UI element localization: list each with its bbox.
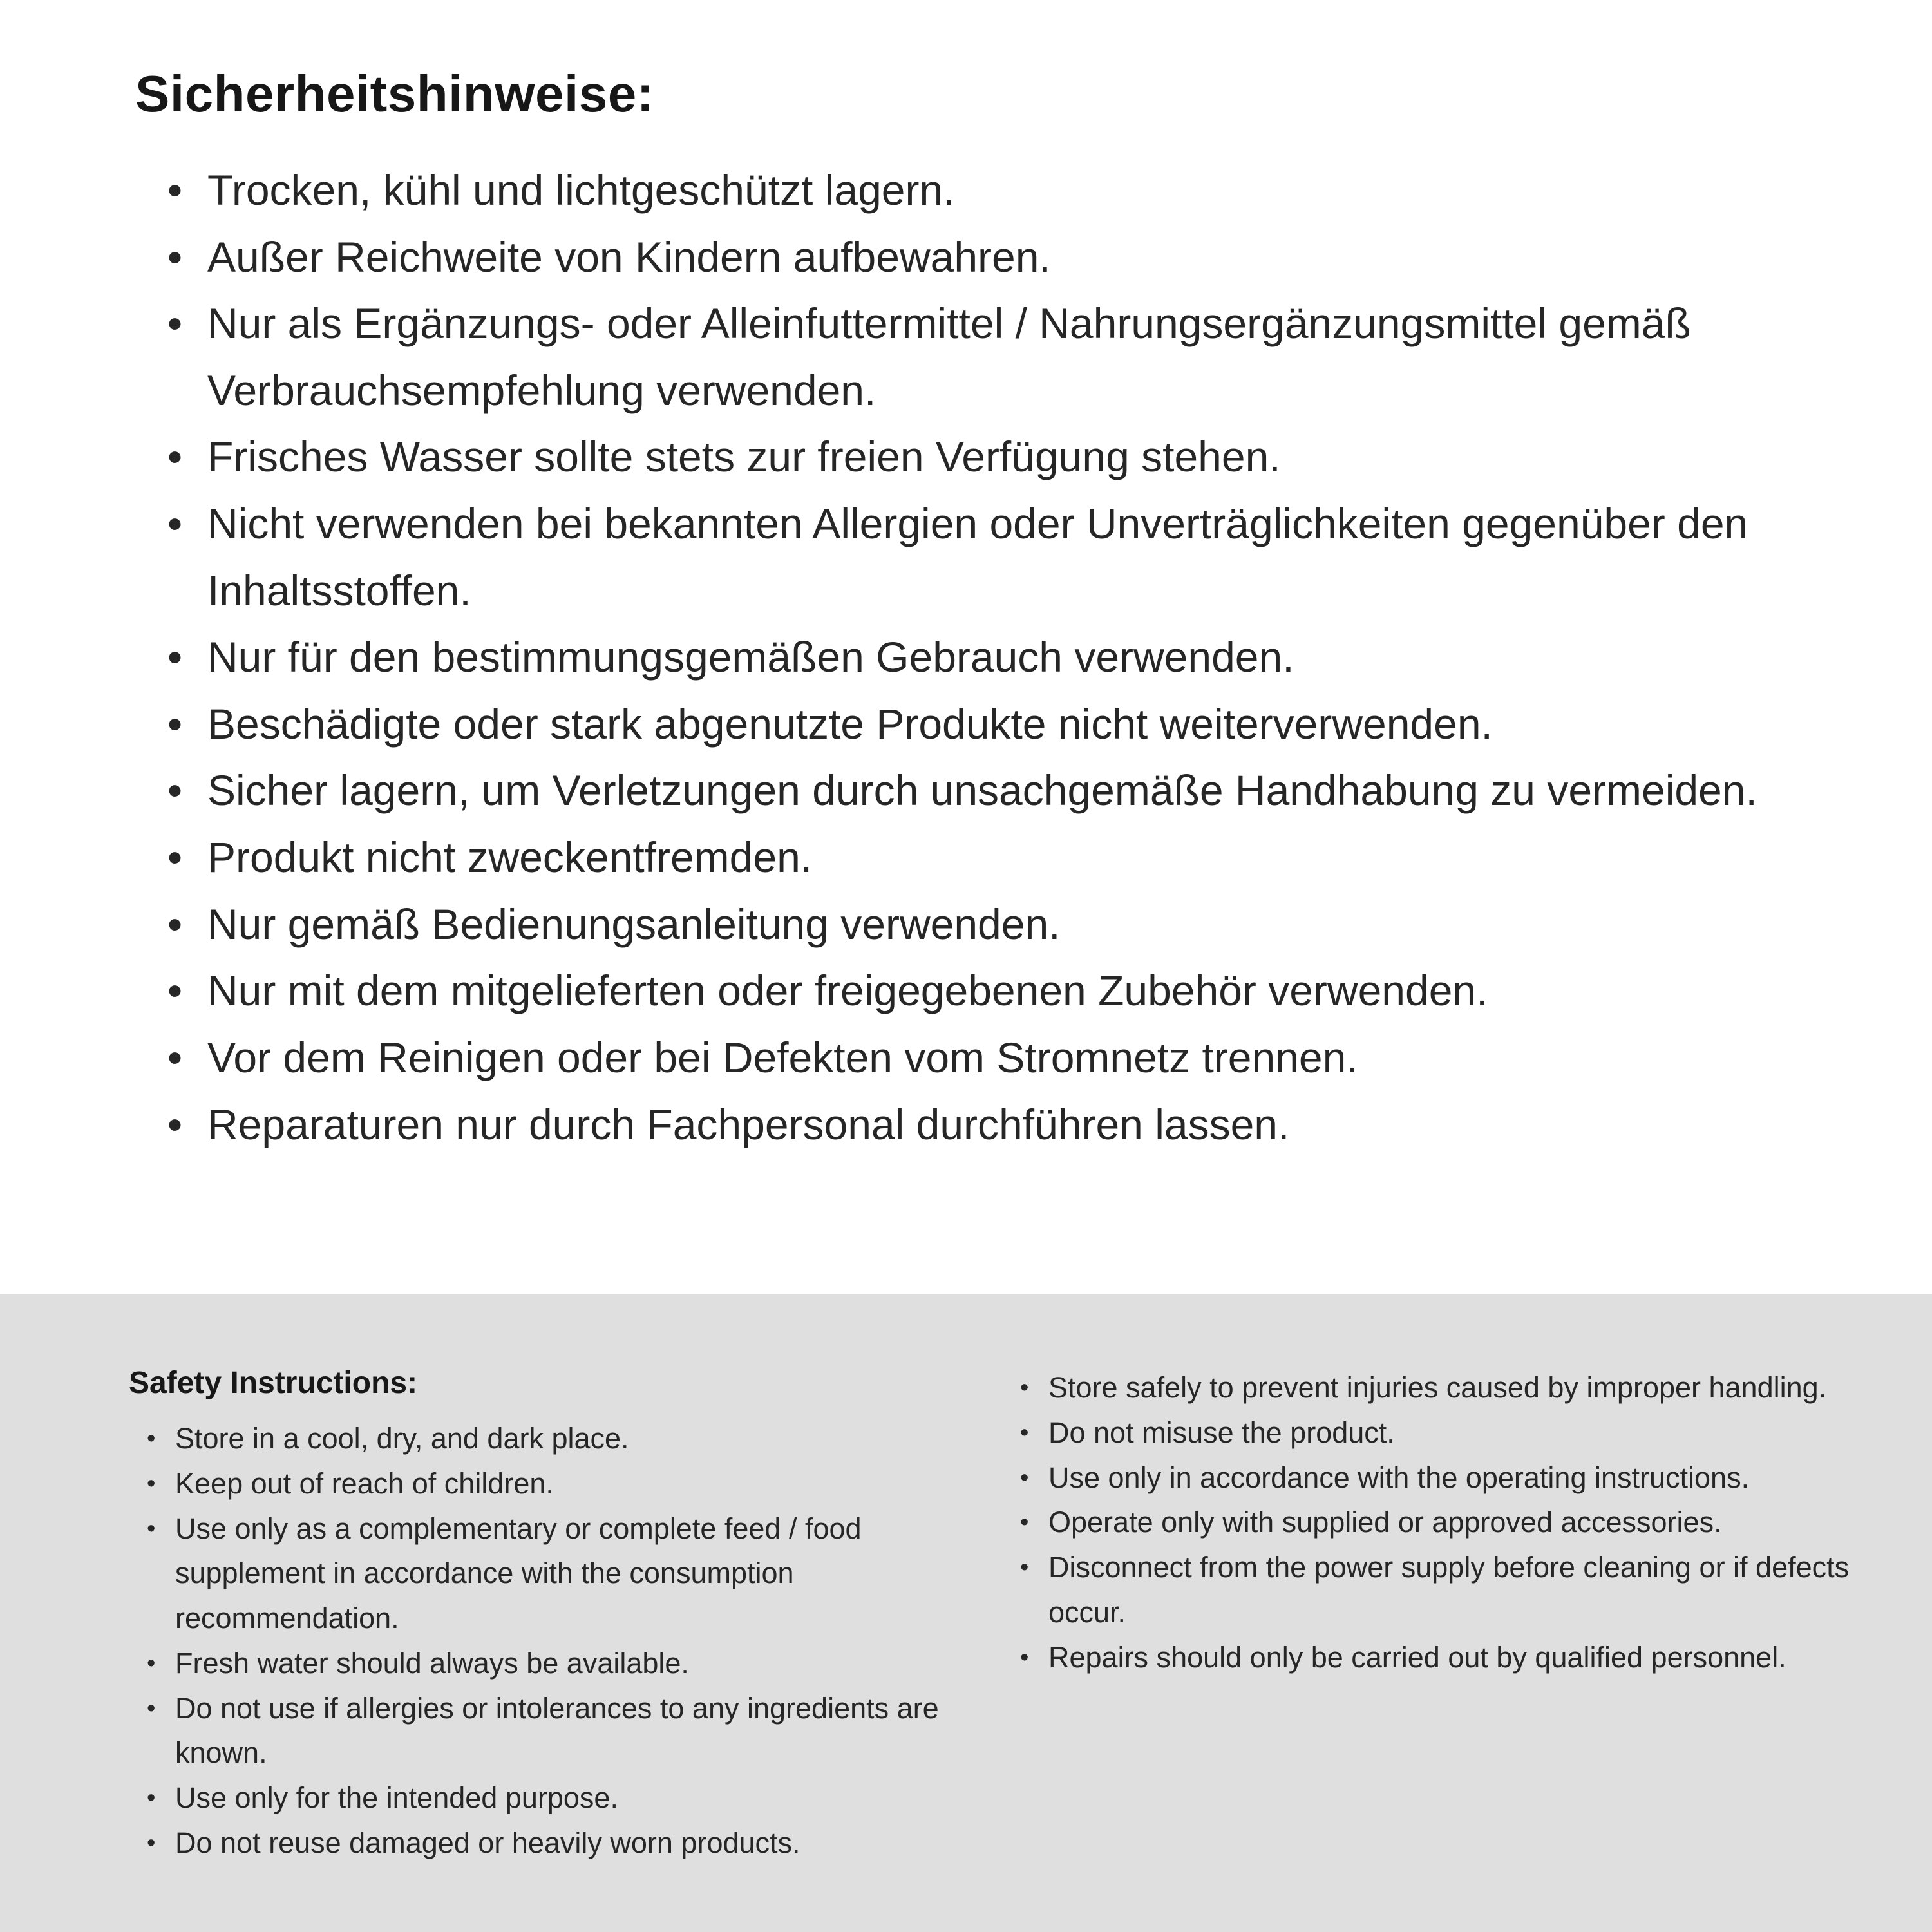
list-item: • Do not reuse damaged or heavily worn products. <box>147 1821 992 1866</box>
german-section-title: Sicherheitshinweise: <box>135 65 654 122</box>
english-instructions-list-left <box>129 1416 992 1866</box>
english-section-title: Safety Instructions: <box>129 1366 418 1400</box>
list-item: • Do not use if allergies or intolerances to any ingredients are known. <box>147 1686 992 1776</box>
german-instructions-list <box>135 157 1829 1158</box>
list-item: • Disconnect from the power supply before cleaning or if defects occur. <box>1020 1545 1857 1635</box>
list-item: • Repairs should only be carried out by qualified personnel. <box>1020 1635 1857 1680</box>
english-section <box>0 1294 1932 1932</box>
english-right-column <box>1020 1365 1857 1932</box>
list-item: • Fresh water should always be available. <box>147 1641 992 1686</box>
list-item: • Use only for the intended purpose. <box>147 1776 992 1821</box>
list-item: • Keep out of reach of children. <box>147 1461 992 1506</box>
list-item: • Trocken, kühl und lichtgeschützt lagern. <box>167 157 1829 224</box>
list-item: • Frisches Wasser sollte stets zur freien Verfügung stehen. <box>167 424 1829 491</box>
list-item: • Reparaturen nur durch Fachpersonal durchführen lassen. <box>167 1092 1829 1159</box>
english-left-column <box>129 1365 992 1932</box>
list-item: • Nur für den bestimmungsgemäßen Gebrauch verwenden. <box>167 624 1829 691</box>
list-item: • Nur als Ergänzungs- oder Alleinfuttermittel / Nahrungsergänzungsmittel gemäß Verbrauchsempfehlung verwenden. <box>167 290 1829 424</box>
list-item: • Beschädigte oder stark abgenutzte Produkte nicht weiterverwenden. <box>167 691 1829 758</box>
list-item: • Store in a cool, dry, and dark place. <box>147 1416 992 1461</box>
list-item: • Use only as a complementary or complete feed / food supplement in accordance with the consumption recommendation. <box>147 1506 992 1641</box>
list-item: • Do not misuse the product. <box>1020 1410 1857 1455</box>
list-item: • Store safely to prevent injuries caused by improper handling. <box>1020 1365 1857 1410</box>
english-instructions-list-right <box>1020 1365 1857 1680</box>
list-item: • Nur mit dem mitgelieferten oder freigegebenen Zubehör verwenden. <box>167 958 1829 1025</box>
list-item: • Produkt nicht zweckentfremden. <box>167 824 1829 891</box>
list-item: • Operate only with supplied or approved accessories. <box>1020 1500 1857 1545</box>
list-item: • Nicht verwenden bei bekannten Allergien oder Unverträglichkeiten gegenüber den Inhaltsstoffen. <box>167 491 1829 624</box>
list-item: • Vor dem Reinigen oder bei Defekten vom Stromnetz trennen. <box>167 1025 1829 1092</box>
list-item: • Außer Reichweite von Kindern aufbewahren. <box>167 224 1829 291</box>
list-item: • Sicher lagern, um Verletzungen durch unsachgemäße Handhabung zu vermeiden. <box>167 757 1829 824</box>
list-item: • Nur gemäß Bedienungsanleitung verwenden. <box>167 891 1829 958</box>
list-item: • Use only in accordance with the operating instructions. <box>1020 1455 1857 1501</box>
